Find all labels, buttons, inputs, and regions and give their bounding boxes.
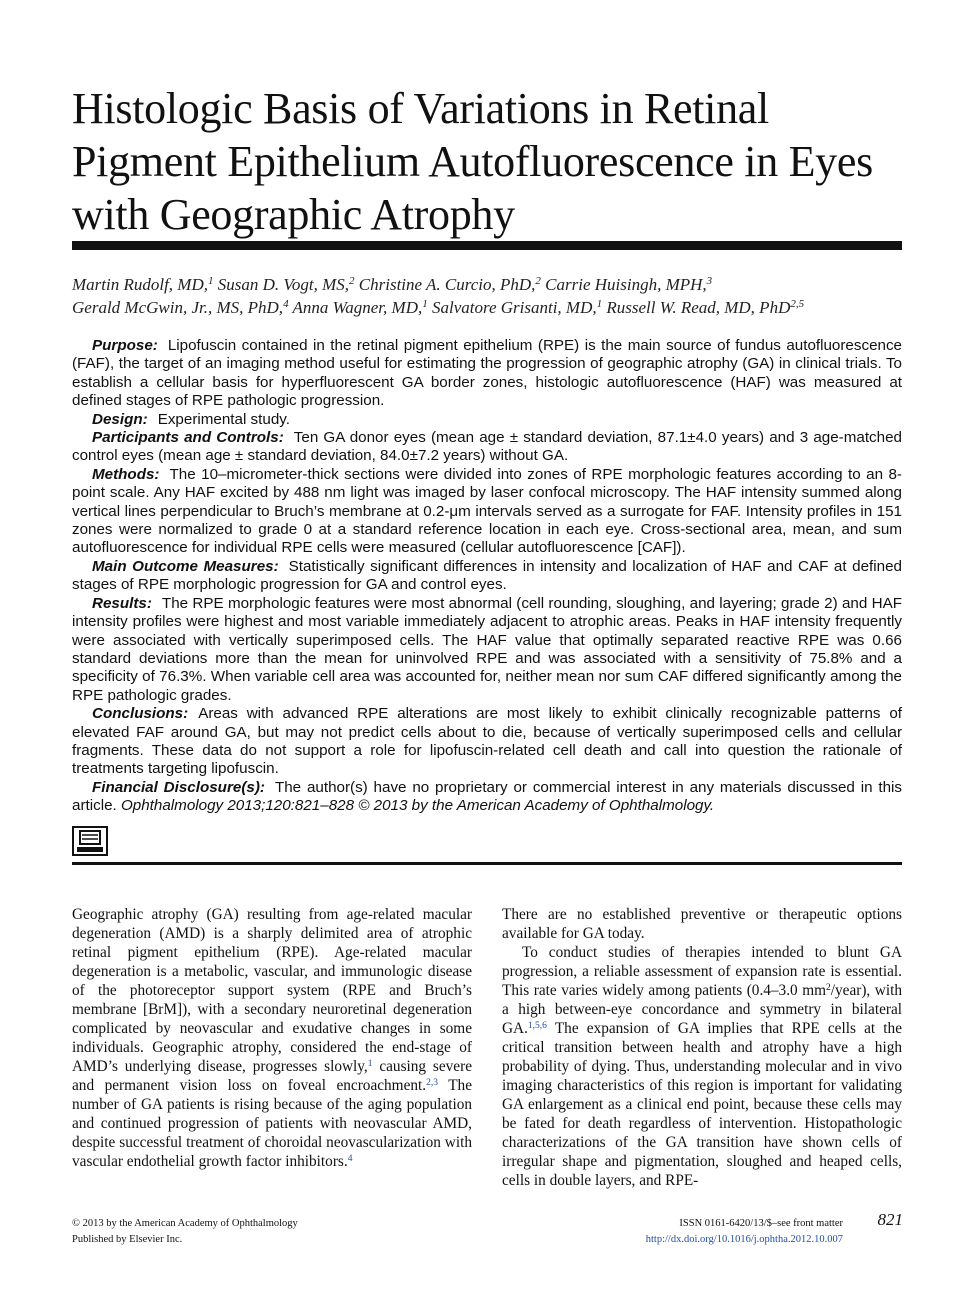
abstract-results	[72, 595, 902, 705]
affiliation-mark: 1	[596, 298, 603, 310]
reference-link[interactable]: 2,3	[426, 1078, 438, 1088]
conclusions-text: Areas with advanced RPE alterations are most likely to exhibit clinically recognizable patterns of elevated FAF around GA, but may not predict cells about to die, because of vertically superimposed cells and cellular fragments. These data do not support a role for lipofuscin-related cell death and call into question the rationale of treatments targeting lipofuscin.	[72, 705, 902, 778]
affiliation-mark: 2,5	[790, 298, 805, 310]
journal-citation: Ophthalmology 2013;120:821–828 © 2013 by the American Academy of Ophthalmology.	[120, 797, 715, 815]
issn: ISSN 0161-6420/13/$–see front matter	[679, 1218, 843, 1229]
affiliation-mark: 2	[349, 275, 355, 287]
body-column-left	[72, 905, 472, 1171]
abstract-design	[72, 411, 902, 429]
body-paragraph	[502, 943, 902, 1190]
abstract-divider	[72, 862, 902, 865]
abstract-participants	[72, 429, 902, 466]
methods-label: Methods:	[92, 465, 160, 483]
page-number: 821	[877, 1210, 903, 1229]
body-text: To conduct studies of therapies intended to blunt GA progression, a reliable assessment of expansion rate is essential. This rate varies widely among patients (0.4–3.0 mm	[502, 944, 902, 999]
design-label: Design:	[92, 410, 148, 428]
affiliation-mark: 1	[422, 298, 428, 310]
author: Susan D. Vogt, MS,	[217, 275, 350, 294]
author: Carrie Huisingh, MPH,	[545, 275, 707, 294]
outcome-text: Statistically significant differences in intensity and localization of HAF and CAF at defined stages of RPE morphologic progression for GA and control eyes.	[72, 557, 902, 594]
body-text: The number of GA patients is rising because of the aging population and continued progression of patients with neovascular AMD, despite successful treatment of choroidal neovascularization with vascular endothelial growth factor inhibitors.	[72, 1077, 472, 1170]
superscript: 2	[826, 983, 831, 993]
participants-text: Ten GA donor eyes (mean age ± standard deviation, 87.1±4.0 years) and 3 age-matched control eyes (mean age ± standard deviation, 84.0±7.2 years) without GA.	[72, 429, 902, 465]
abstract-outcome	[72, 558, 902, 595]
doi-link[interactable]: http://dx.doi.org/10.1016/j.ophtha.2012.10.007	[645, 1234, 843, 1245]
author: Gerald McGwin, Jr., MS, PhD,	[72, 298, 284, 317]
author: Salvatore Grisanti, MD,	[431, 298, 597, 317]
reference-link[interactable]: 1	[367, 1059, 373, 1069]
results-label: Results:	[92, 594, 152, 612]
author: Christine A. Curcio, PhD,	[358, 275, 536, 294]
participants-label: Participants and Controls:	[92, 429, 284, 447]
body-column-right	[502, 905, 902, 1190]
author: Russell W. Read, MD, PhD	[606, 298, 791, 317]
body-text: The expansion of GA implies that RPE cells at the critical transition between health and atrophy have a high probability of dying. Thus, understanding molecular and in vivo imaging characteristics of this region is important for validating GA enlargement as a clinical end point, because these cells may be fated for death regardless of intervention. Histopathologic characterizations of the GA transition have shown cells of irregular shape and pigmentation, sloughed and heaped cells, cells in double layers, and RPE-	[502, 1020, 902, 1189]
disclosure-text: The author(s) have no proprietary or commercial interest in any materials discussed in this article.	[72, 778, 903, 815]
methods-text: The 10–micrometer-thick sections were divided into zones of RPE morphologic features according to an 8-point scale. Any HAF excited by 488 nm light was imaged by laser confocal microscopy. The HAF intensity summed along vertical lines perpendicular to Bruch’s membrane at 0.2-μm intervals served as a surrogate for FAF. Intensity profiles in 151 zones were normalized to grade 0 at a standard reference location in each eye. Cross-sectional area, mean, and sum autofluorescence for individual RPE cells were measured (cellular autofluorescence [CAF]).	[72, 465, 902, 557]
affiliation-mark: 1	[208, 275, 214, 287]
disclosure-label: Financial Disclosure(s):	[92, 778, 265, 796]
article-title: Histologic Basis of Variations in Retinal Pigment Epithelium Autofluorescence in Eyes with Geographic Atrophy	[72, 84, 873, 239]
affiliation-mark: 3	[706, 275, 713, 287]
copyright: © 2013 by the American Academy of Ophthalmology	[72, 1218, 298, 1229]
title-divider	[72, 241, 902, 250]
body-text: causing severe and permanent vision loss on foveal encroachment.	[72, 1058, 472, 1094]
footer-right	[646, 1216, 843, 1248]
abstract-purpose	[72, 337, 902, 411]
publisher: Published by Elsevier Inc.	[72, 1234, 183, 1245]
affiliation-mark: 2	[535, 275, 541, 287]
reference-link[interactable]: 1,5,6	[527, 1021, 547, 1031]
author: Anna Wagner, MD,	[292, 298, 423, 317]
body-paragraph	[72, 905, 472, 1171]
purpose-text: Lipofuscin contained in the retinal pigment epithelium (RPE) is the main source of fundus autofluorescence (FAF), the target of an imaging method useful for estimating the progression of geographic atrophy (GA) in clinical trials. To establish a cellular basis for hyperfluorescent GA border zones, histologic autofluorescence (HAF) was measured at defined stages of RPE pathologic progression.	[72, 337, 902, 410]
footer-left	[72, 1216, 298, 1248]
abstract	[72, 337, 902, 816]
body-text: Geographic atrophy (GA) resulting from age-related macular degeneration (AMD) is a sharply delimited area of atrophic retinal pigment epithelium (RPE). Age-related macular degeneration is a metabolic, vascular, and immunologic disease of the photoreceptor support system (RPE and Bruch’s membrane [BrM]), with a secondary neuroretinal degeneration complicated by neovascular and exudative changes in some individuals. Geographic atrophy, considered the end-stage of AMD’s underlying disease, progresses slowly,	[72, 906, 472, 1075]
computer-monitor-icon[interactable]	[72, 826, 108, 856]
conclusions-label: Conclusions:	[92, 705, 189, 723]
abstract-disclosure	[72, 779, 902, 816]
affiliation-mark: 4	[283, 298, 289, 310]
abstract-conclusions	[72, 705, 902, 779]
abstract-methods	[72, 466, 902, 558]
author-list	[72, 273, 902, 319]
body-text: /year), with a high between-eye concordance and symmetry in bilateral GA.	[502, 982, 902, 1037]
design-text: Experimental study.	[157, 410, 290, 428]
outcome-label: Main Outcome Measures:	[92, 557, 279, 575]
purpose-label: Purpose:	[92, 337, 158, 354]
author: Martin Rudolf, MD,	[72, 275, 208, 294]
body-paragraph: There are no established preventive or therapeutic options available for GA today.	[502, 906, 902, 942]
results-text: The RPE morphologic features were most abnormal (cell rounding, sloughing, and layering; grade 2) and HAF intensity profiles were highest and most variable immediately adjacent to atrophic areas. Peaks in HAF intensity frequently were associated with vertically superimposed cells. The HAF value that optimally separated reactive RPE was 0.66 standard deviations more than the mean for uninvolved RPE and was associated with a sensitivity of 75.8% and a specificity of 76.3%. When variable cell area was accounted for, neither mean nor sum CAF differed significantly among the RPE pathologic grades.	[72, 594, 902, 704]
reference-link[interactable]: 4	[347, 1154, 353, 1164]
